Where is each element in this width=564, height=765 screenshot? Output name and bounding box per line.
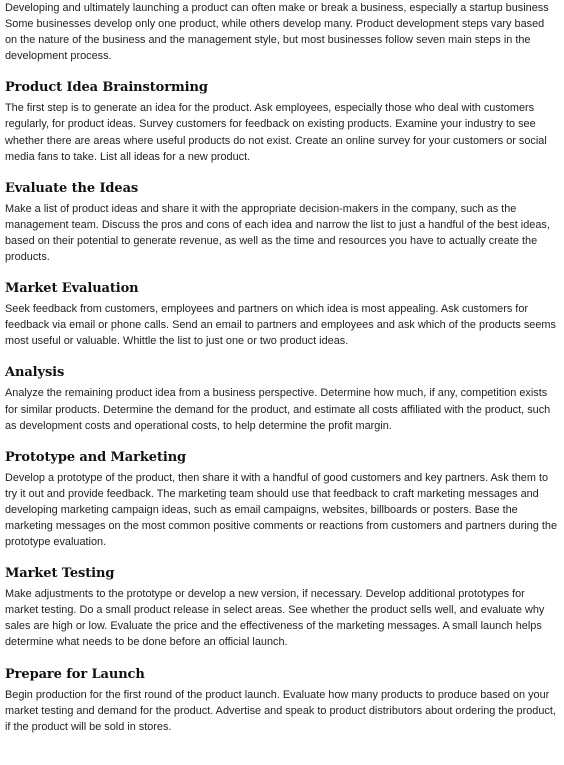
section-body-market-evaluation: Seek feedback from customers, employees and partners on which idea is most appealing. Ask customers for feedback via email or phone calls. Send an email to partners and employees and ask which of the products seems most useful or valuable. Whittle the list to just one or two product ideas. [5,303,556,348]
section-heading-market-evaluation: Market Evaluation [5,281,139,297]
section-body-evaluate-the-ideas: Make a list of product ideas and share it with the appropriate decision-makers in the company, such as the management team. Discuss the pros and cons of each idea and narrow the list to just a handful of the best ideas, based on their potential to generate revenue, as well as the time and resources you have to actually create the products. [5,202,550,264]
section-body-prototype-and-marketing: Develop a prototype of the product, then share it with a handful of good customers and key partners. Ask them to try it out and provide feedback. The marketing team should use that feedback to craft marketing messages and developing marketing campaign ideas, such as email campaigns, websites, billboards or posters. Base the marketing messages on the most common positive comments or reactions from customers and partners during the prototype evaluation. [5,471,558,549]
section-heading-evaluate-the-ideas: Evaluate the Ideas [5,180,139,196]
article [5,0,559,735]
section-heading-prototype-and-marketing: Prototype and Marketing [5,449,187,465]
section-heading-market-testing: Market Testing [5,566,115,582]
section-body-prepare-for-launch: Begin production for the first round of the product launch. Evaluate how many products to produce based on your market testing and demand for the product. Advertise and speak to product distributors about ordering the product, if the product will be sold in stores. [5,688,556,733]
article-intro: Developing and ultimately launching a product can often make or break a business, especially a startup business Some businesses develop only one product, while others develop many. Product development steps vary based on the nature of the business and the management style, but most businesses follow seven main steps in the development process. [5,2,549,63]
section-body-market-testing: Make adjustments to the prototype or develop a new version, if necessary. Develop additional prototypes for market testing. Do a small product release in select areas. See whether the product sells well, and evaluate why sales are high or low. Evaluate the price and the effectiveness of the marketing messages. A small launch helps determine what needs to be done before an official launch. [5,588,545,649]
section-heading-analysis: Analysis [5,365,65,381]
section-body-analysis: Analyze the remaining product idea from a business perspective. Determine how much, if any, competition exists for similar products. Determine the demand for the product, and estimate all costs affiliated with the product, such as development costs and operational costs, to help determine the profit margin. [5,387,551,432]
section-heading-product-idea-brainstorming: Product Idea Brainstorming [5,80,208,96]
section-body-product-idea-brainstorming: The first step is to generate an idea for the product. Ask employees, especially those who deal with customers regularly, for product ideas. Survey customers for feedback on existing products. Examine your industry to see whether there are areas where useful products do not exist. Create an online survey for your customers or social media fans to take. List all ideas for a new product. [5,102,547,163]
section-heading-prepare-for-launch: Prepare for Launch [5,666,145,682]
